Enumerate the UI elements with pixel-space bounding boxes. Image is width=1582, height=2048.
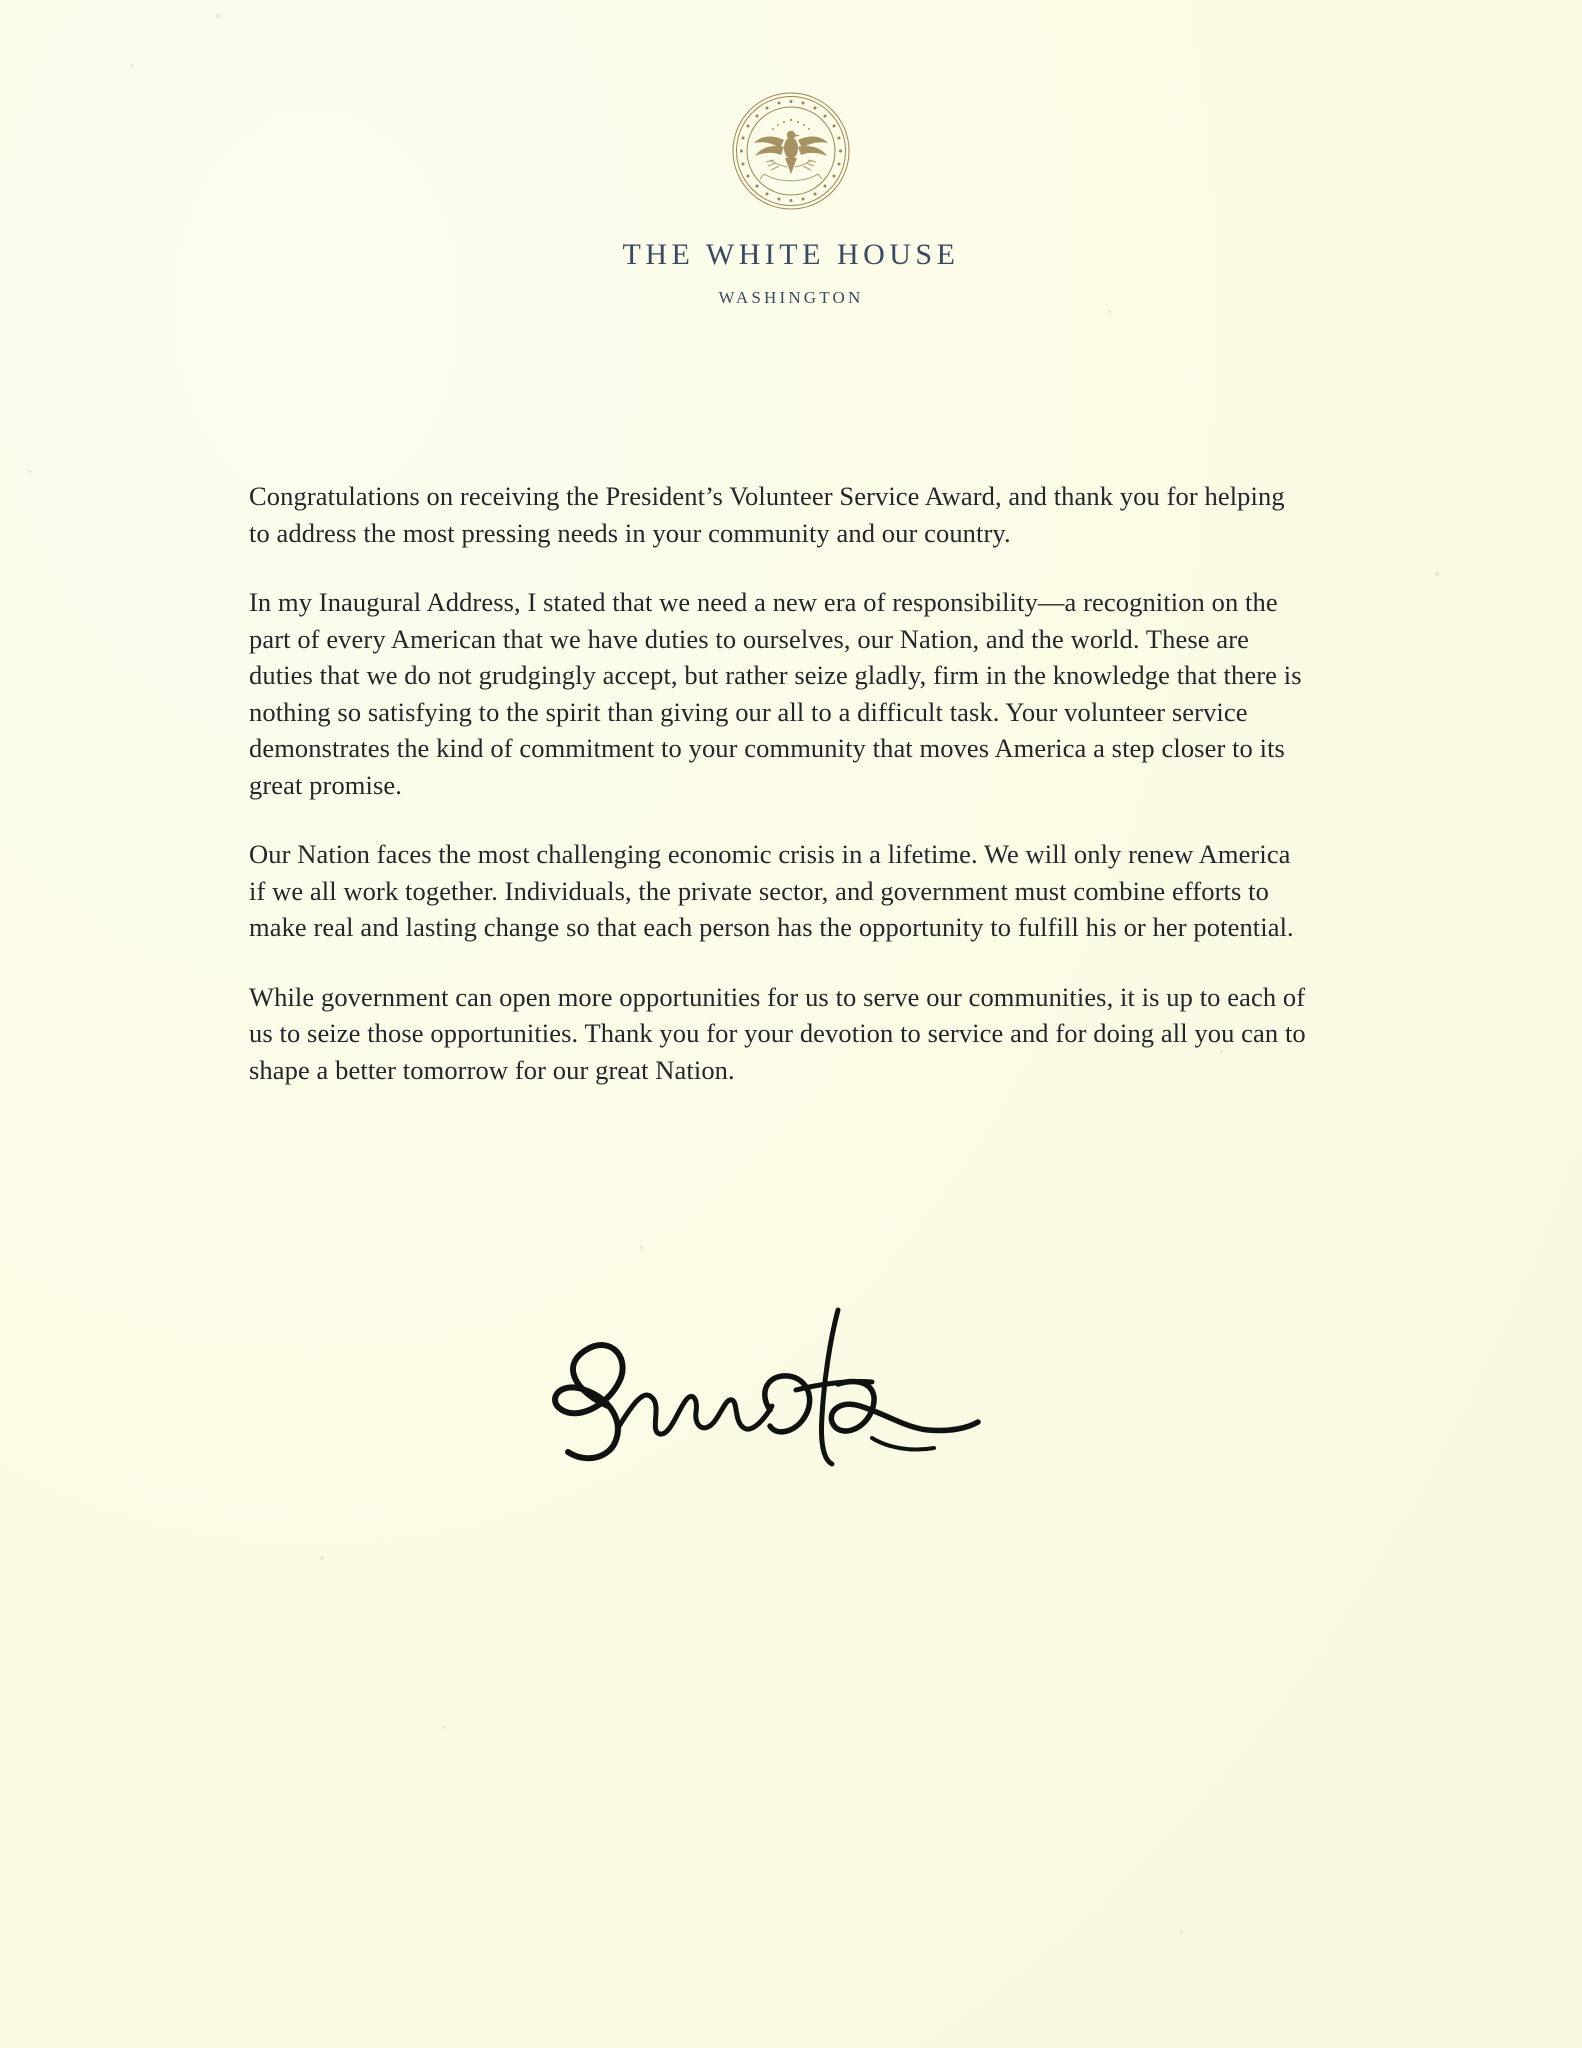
paper-speckle bbox=[443, 1726, 446, 1729]
letter-paragraph: In my Inaugural Address, I stated that we need a new era of responsibility—a recognition on the part of every American that we have duties to ourselves, our Nation, and the world. These are duties that we do not grudgingly accept, but rather seize gladly, firm in the knowledge that there is nothing so satisfying to the spirit than giving our all to a difficult task. Your volunteer service demonstrates the kind of commitment to your community that moves America a step closer to its great promise. bbox=[249, 587, 1302, 800]
paper-speckle bbox=[130, 64, 133, 67]
paper-speckle bbox=[1108, 310, 1111, 313]
paper-speckle bbox=[28, 470, 31, 473]
presidential-seal-icon bbox=[730, 90, 852, 212]
paper-speckle bbox=[640, 1246, 643, 1249]
letter-paragraph: Congratulations on receiving the President’s Volunteer Service Award, and thank you for helping to address the most pressing needs in your community and our country. bbox=[249, 481, 1285, 548]
page-title: THE WHITE HOUSE bbox=[622, 238, 960, 271]
paper-speckle bbox=[1180, 1930, 1183, 1933]
handwritten-signature-icon bbox=[520, 1288, 1060, 1508]
paper-speckle bbox=[1435, 572, 1439, 576]
letter-body bbox=[249, 478, 1312, 1088]
letterhead-subtitle: WASHINGTON bbox=[718, 288, 864, 307]
paper-speckle bbox=[320, 1556, 324, 1560]
letter-paragraph: Our Nation faces the most challenging economic crisis in a lifetime. We will only renew America if we all work together. Individuals, the private sector, and government must combine efforts to make real and lasting change so that each person has the opportunity to fulfill his or her potential. bbox=[249, 839, 1294, 942]
paper-speckle bbox=[216, 14, 220, 18]
letter-paragraph: While government can open more opportunities for us to serve our communities, it is up to each of us to seize those opportunities. Thank you for your devotion to service and for doing all you can to shape a better tomorrow for our great Nation. bbox=[249, 981, 1306, 1085]
letterhead bbox=[0, 90, 1582, 308]
